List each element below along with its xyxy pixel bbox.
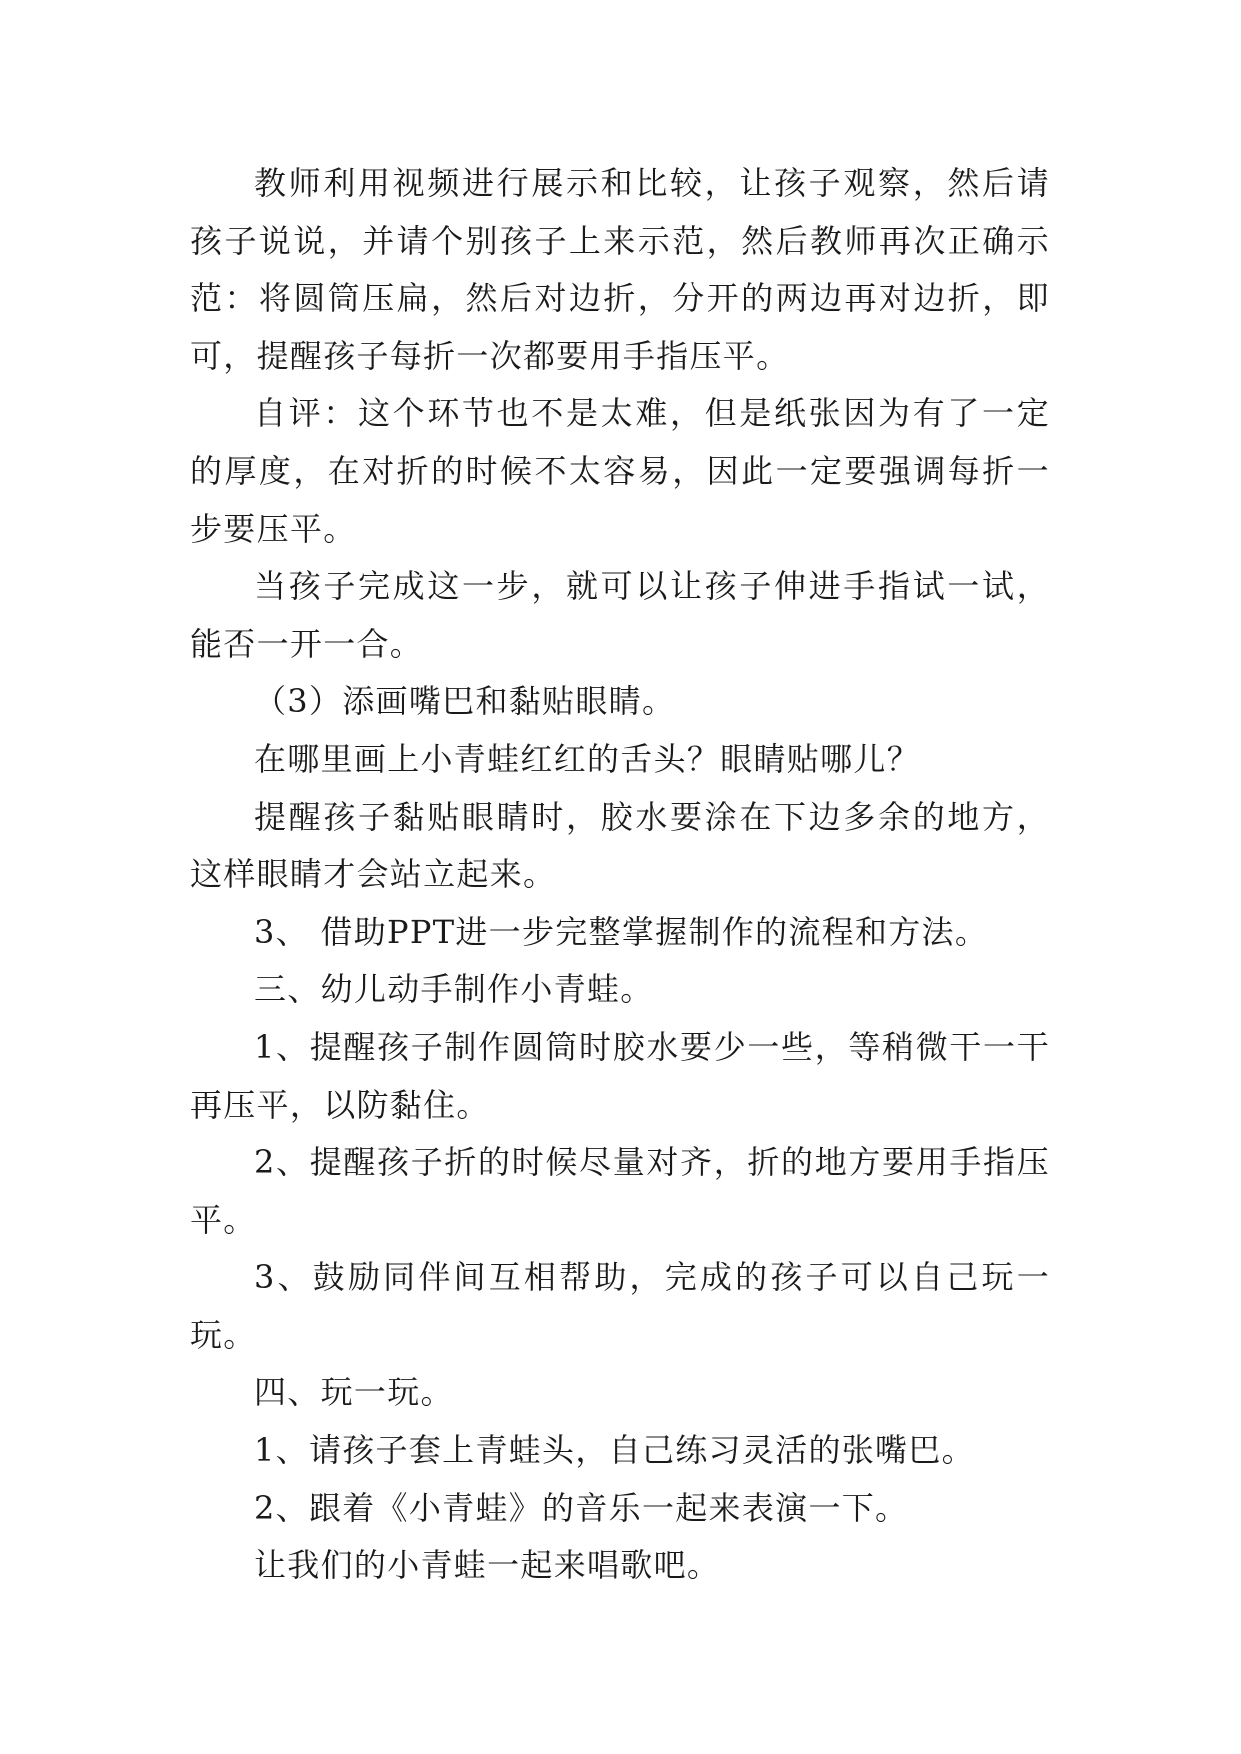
paragraph-glue-eyes: 提醒孩子黏贴眼睛时，胶水要涂在下边多余的地方，这样眼睛才会站立起来。 <box>190 797 1050 894</box>
list-item-frog-head: 1、请孩子套上青蛙头，自己练习灵活的张嘴巴。 <box>254 1431 975 1470</box>
paragraph-closing: 让我们的小青蛙一起来唱歌吧。 <box>254 1546 721 1585</box>
list-item-align-fold: 2、提醒孩子折的时候尽量对齐，折的地方要用手指压平。 <box>190 1143 1050 1239</box>
section-heading-making-frog: 三、幼儿动手制作小青蛙。 <box>254 970 654 1009</box>
section-heading-play: 四、玩一玩。 <box>254 1373 454 1412</box>
list-item-help-peers: 3、鼓励同伴间互相帮助，完成的孩子可以自己玩一玩。 <box>190 1258 1050 1354</box>
list-item-music-performance: 2、跟着《小青蛙》的音乐一起来表演一下。 <box>254 1488 909 1527</box>
list-item-glue-tube: 1、提醒孩子制作圆筒时胶水要少一些，等稍微干一干再压平，以防黏住。 <box>190 1027 1050 1124</box>
paragraph-finger-test: 当孩子完成这一步，就可以让孩子伸进手指试一试，能否一开一合。 <box>190 567 1050 663</box>
paragraph-step-3-heading: （3）添画嘴巴和黏贴眼睛。 <box>254 682 676 721</box>
paragraph-ppt-review: 3、 借助PPT进一步完整掌握制作的流程和方法。 <box>254 912 989 951</box>
paragraph-video-demo: 教师利用视频进行展示和比较，让孩子观察，然后请孩子说说，并请个别孩子上来示范，然后教师再次正确示范：将圆筒压扁，然后对边折，分开的两边再对边折，即可，提醒孩子每折一次都要用手指压平。 <box>190 164 1050 375</box>
paragraph-tongue-question: 在哪里画上小青蛙红红的舌头？眼睛贴哪儿？ <box>254 739 921 778</box>
document-body <box>190 155 1050 1595</box>
paragraph-self-evaluation: 自评：这个环节也不是太难，但是纸张因为有了一定的厚度，在对折的时候不太容易，因此一定要强调每折一步要压平。 <box>190 394 1050 548</box>
